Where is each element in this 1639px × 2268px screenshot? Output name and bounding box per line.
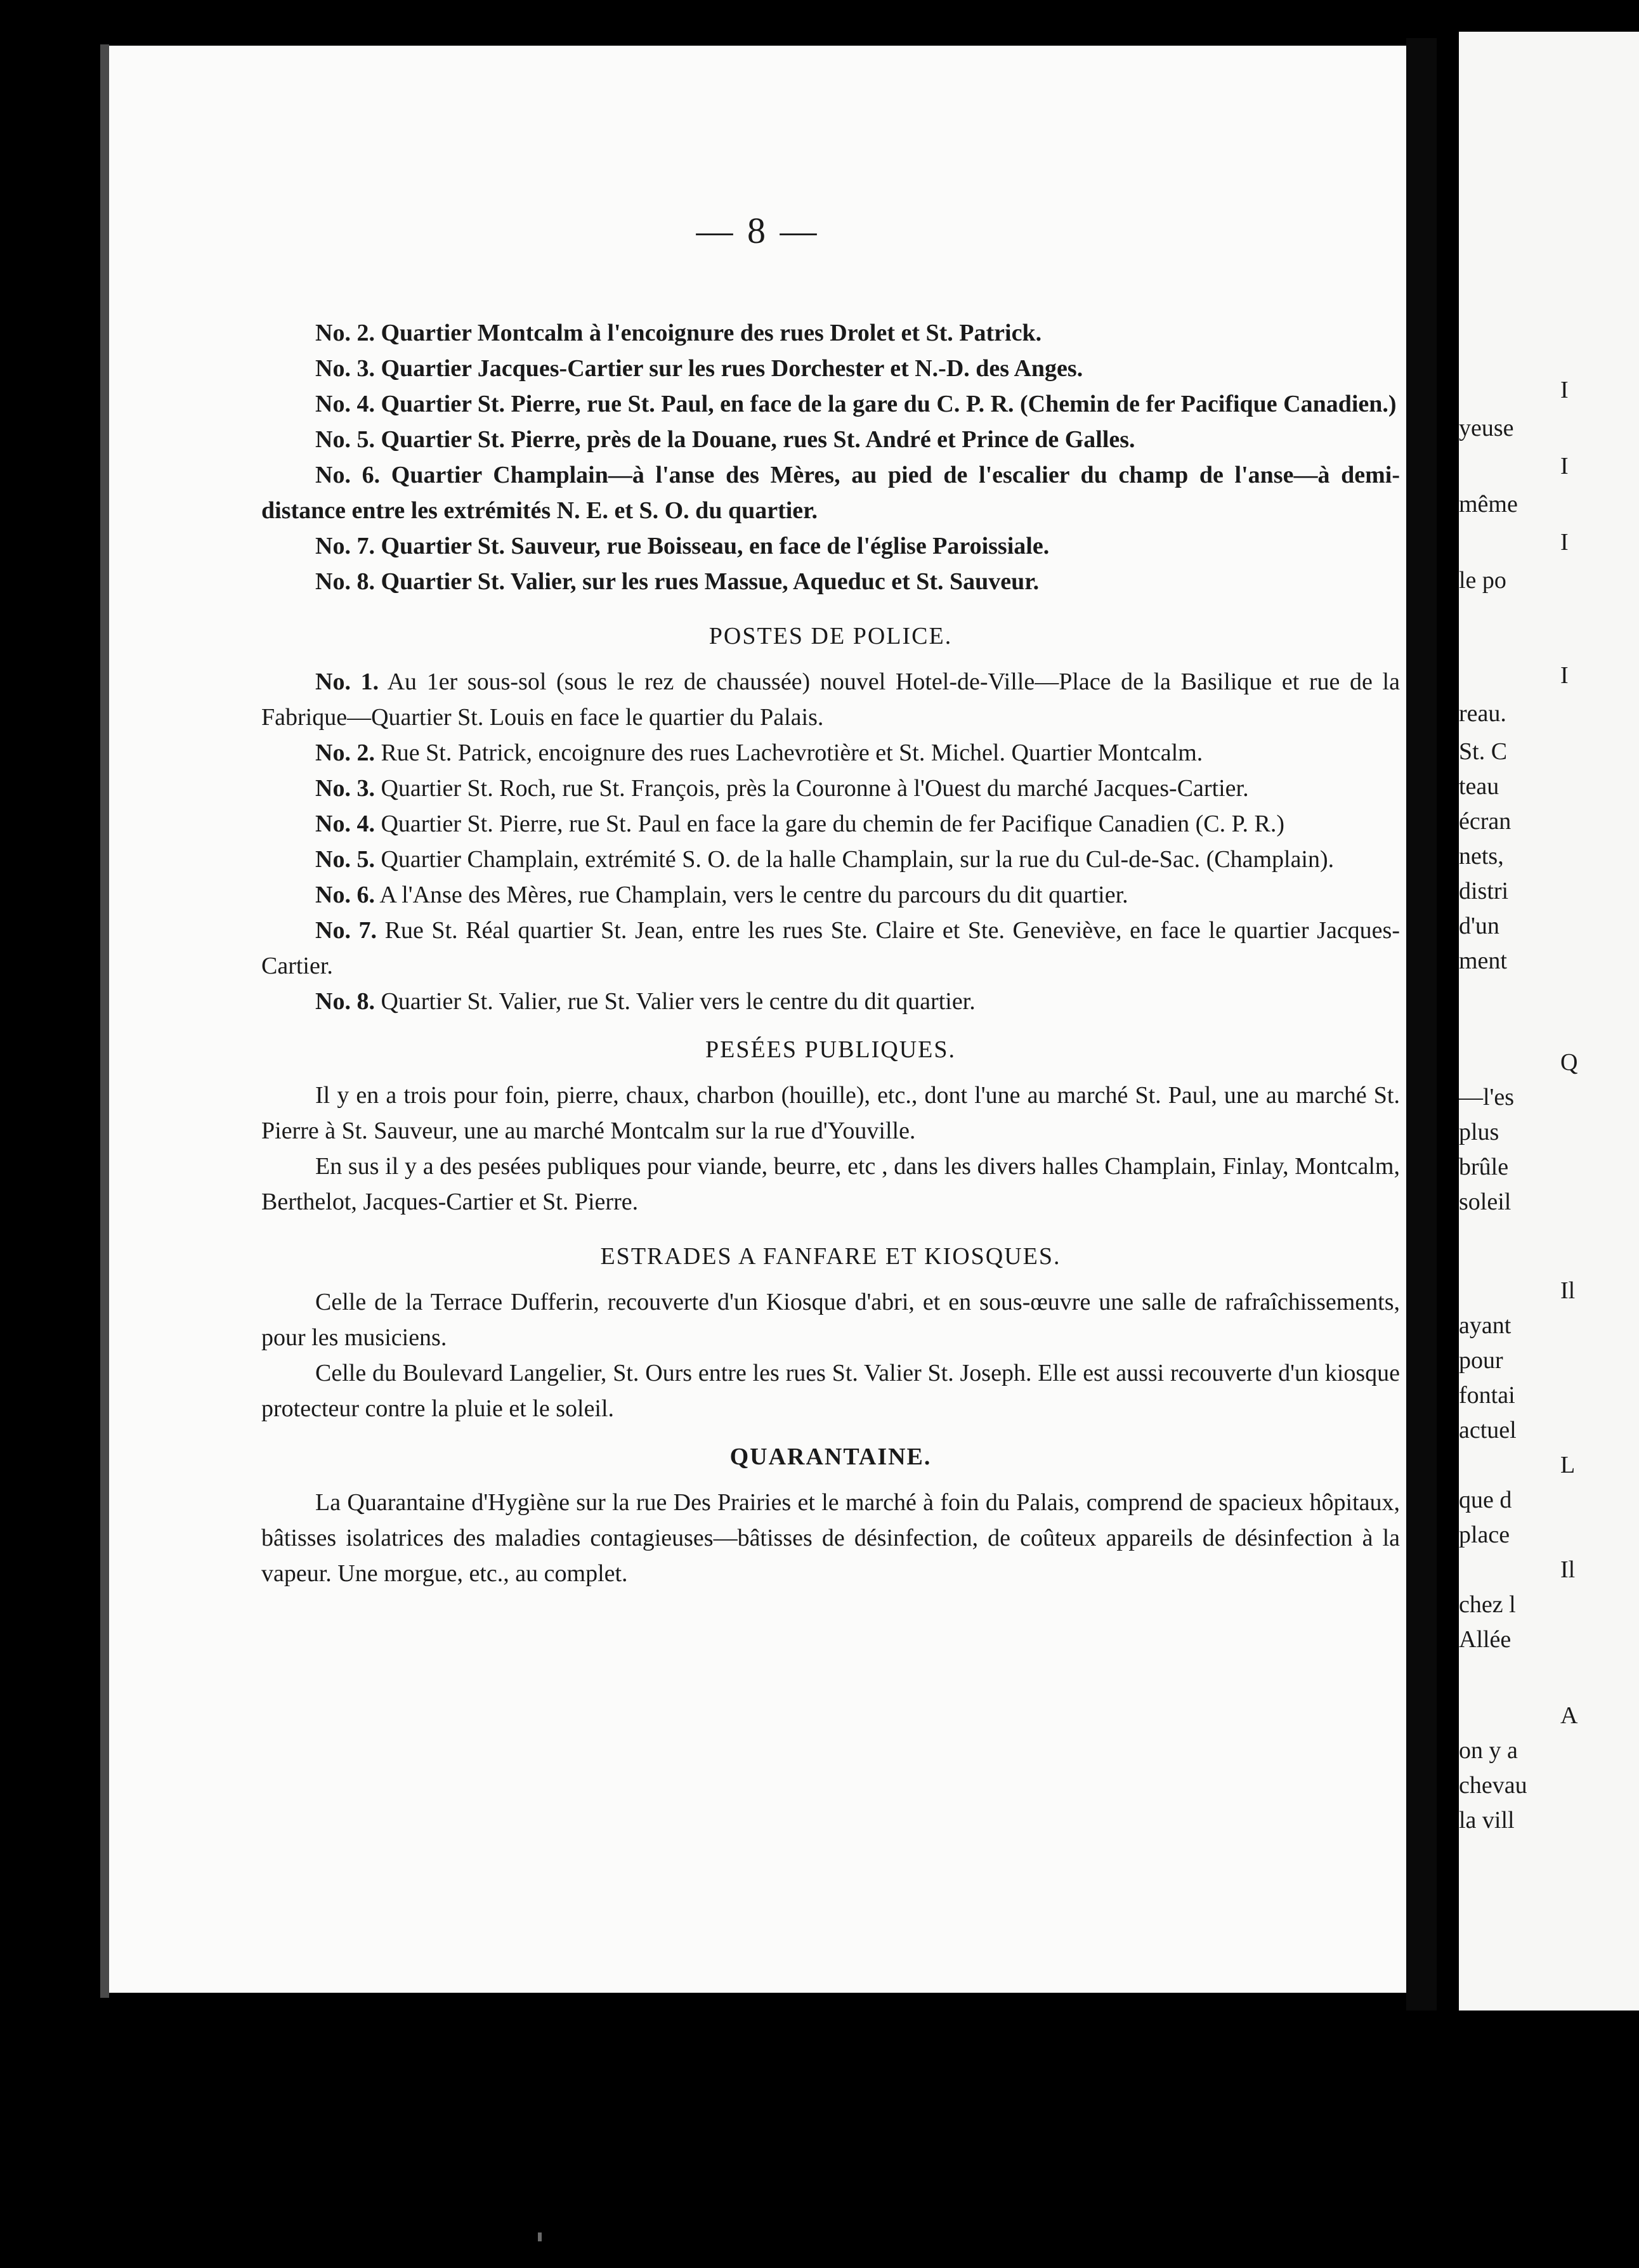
scan-artifact-mark (538, 2232, 542, 2241)
next-page-fragment: yeuse (1459, 415, 1514, 441)
entry-number: No. 2. (315, 740, 375, 766)
entry-number: No. 5. (315, 846, 375, 873)
paragraph: Celle de la Terrace Dufferin, recouverte d'un Kiosque d'abri, et en sous-œuvre une salle de rafraîchissements, pour les musiciens. (261, 1289, 1400, 1351)
paragraph: La Quarantaine d'Hygiène sur la rue Des Prairies et le marché à foin du Palais, comprend de spacieux hôpitaux, bâtisses isolatrices des maladies contagieuses—bâtisses de désinfection, de coûteux appareils de désinfection à la vapeur. Une morgue, etc., au complet. (261, 1489, 1400, 1587)
fire-alarm-list (261, 315, 1400, 599)
next-page-fragment: I (1560, 453, 1569, 479)
next-page-fragment: I (1560, 529, 1569, 556)
next-page-fragment: Il (1560, 1277, 1576, 1304)
entry-text: Quartier St. Pierre, rue St. Paul en face la gare du chemin de fer Pacifique Canadien (C. P. R.) (374, 811, 1284, 837)
entry-text: Quartier St. Valier, rue St. Valier vers le centre du dit quartier. (374, 988, 976, 1015)
heading-pesees-publiques: PESÉES PUBLIQUES. (705, 1036, 957, 1063)
next-page-fragment: même (1459, 491, 1518, 518)
heading-postes-de-police: POSTES DE POLICE. (708, 623, 953, 649)
entry-number: No. 5. (315, 426, 375, 453)
next-page-fragment: écran (1459, 808, 1512, 835)
next-page-fragment: chez l (1459, 1591, 1516, 1618)
entry-text: Quartier St. Pierre, près de la Douane, rues St. André et Prince de Galles. (374, 426, 1135, 453)
entry-number: No. 3. (315, 355, 375, 382)
next-page-fragment: ayant (1459, 1312, 1512, 1339)
paragraph: Celle du Boulevard Langelier, St. Ours entre les rues St. Valier St. Joseph. Elle est aussi recouverte d'un kiosque protecteur contre la pluie et le soleil. (261, 1360, 1400, 1422)
document-page (109, 46, 1406, 1993)
next-page-fragment: soleil (1459, 1189, 1512, 1215)
next-page-fragment: Il (1560, 1556, 1576, 1583)
numbered-entry (261, 913, 1400, 984)
next-page-fragment: A (1560, 1702, 1578, 1729)
numbered-entry (261, 351, 1400, 386)
entry-text: Au 1er sous-sol (sous le rez de chaussée) nouvel Hotel-de-Ville—Place de la Basilique et rue de la Fabrique—Quartier St. Louis en face le quartier du Palais. (261, 668, 1400, 731)
numbered-entry (261, 771, 1400, 806)
numbered-entry (261, 386, 1400, 422)
next-page-fragment: actuel (1459, 1417, 1517, 1444)
entry-text: Quartier St. Sauveur, rue Boisseau, en face de l'église Paroissiale. (374, 533, 1050, 559)
entry-number: No. 2. (315, 320, 375, 346)
entry-number: No. 3. (315, 775, 375, 802)
entry-text: A l'Anse des Mères, rue Champlain, vers le centre du parcours du dit quartier. (374, 882, 1128, 908)
next-page-fragment: St. C (1459, 738, 1508, 765)
page-gutter-shadow (1406, 38, 1437, 2011)
next-page-fragment: on y a (1459, 1737, 1518, 1764)
next-page-fragment: le po (1459, 567, 1506, 594)
next-page-fragment: Q (1560, 1049, 1578, 1076)
next-page-fragment: Allée (1459, 1626, 1512, 1653)
next-page-fragment: fontai (1459, 1382, 1515, 1409)
next-page-fragment: brûle (1459, 1154, 1509, 1180)
numbered-entry (261, 564, 1400, 599)
quarantaine-list (261, 1485, 1400, 1591)
numbered-entry (261, 877, 1400, 913)
next-page-fragment: reau. (1459, 700, 1506, 727)
next-page-fragment: I (1560, 377, 1569, 403)
entry-number: No. 4. (315, 811, 375, 837)
next-page-edge (1459, 32, 1639, 2011)
entry-text: Quartier St. Valier, sur les rues Massue, Aqueduc et St. Sauveur. (374, 568, 1040, 595)
entry-text: Quartier Montcalm à l'encoignure des rues Drolet et St. Patrick. (374, 320, 1042, 346)
entry-number: No. 4. (315, 391, 375, 417)
numbered-entry (261, 422, 1400, 457)
next-page-fragment: d'un (1459, 913, 1499, 939)
next-page-fragment: chevau (1459, 1772, 1527, 1799)
entry-text: Rue St. Réal quartier St. Jean, entre les rues Ste. Claire et Ste. Geneviève, en face le quartier Jacques-Cartier. (261, 917, 1400, 979)
entry-text: Quartier Jacques-Cartier sur les rues Dorchester et N.-D. des Anges. (374, 355, 1083, 382)
police-list (261, 664, 1400, 1019)
entry-text: Quartier St. Pierre, rue St. Paul, en face de la gare du C. P. R. (Chemin de fer Pacifique Canadien.) (374, 391, 1397, 417)
entry-text: Quartier Champlain—à l'anse des Mères, au pied de l'escalier du champ de l'anse—à demi-distance entre les extrémités N. E. et S. O. du quartier. (261, 462, 1400, 524)
heading-quarantaine: QUARANTAINE. (729, 1444, 932, 1470)
entry-number: No. 6. (315, 882, 375, 908)
next-page-fragment: place (1459, 1522, 1510, 1548)
next-page-fragment: distri (1459, 878, 1509, 904)
numbered-entry (261, 315, 1400, 351)
entry-number: No. 8. (315, 988, 375, 1015)
page-content (261, 315, 1400, 1591)
numbered-entry (261, 735, 1400, 771)
scan-frame-edge (100, 44, 109, 1998)
estrades-list (261, 1284, 1400, 1426)
entry-number: No. 8. (315, 568, 375, 595)
numbered-entry (261, 664, 1400, 735)
entry-text: Rue St. Patrick, encoignure des rues Lachevrotière et St. Michel. Quartier Montcalm. (374, 740, 1203, 766)
next-page-fragment: nets, (1459, 843, 1504, 870)
next-page-fragment: L (1560, 1452, 1576, 1478)
next-page-fragment: teau (1459, 773, 1499, 800)
entry-number: No. 7. (315, 917, 377, 944)
numbered-entry (261, 984, 1400, 1019)
next-page-fragment: I (1560, 662, 1569, 689)
entry-number: No. 6. (315, 462, 381, 488)
next-page-fragment: —l'es (1459, 1084, 1515, 1111)
entry-text: Quartier Champlain, extrémité S. O. de la halle Champlain, sur la rue du Cul-de-Sac. (Champlain). (374, 846, 1335, 873)
heading-estrades: ESTRADES A FANFARE ET KIOSQUES. (600, 1243, 1061, 1270)
numbered-entry (261, 842, 1400, 877)
pesees-list (261, 1078, 1400, 1220)
entry-number: No. 1. (315, 668, 379, 695)
paragraph: En sus il y a des pesées publiques pour viande, beurre, etc , dans les divers halles Champlain, Finlay, Montcalm, Berthelot, Jacques-Cartier et St. Pierre. (261, 1153, 1400, 1215)
entry-text: Quartier St. Roch, rue St. François, près la Couronne à l'Ouest du marché Jacques-Cartier. (374, 775, 1249, 802)
next-page-fragment: la vill (1459, 1807, 1515, 1834)
next-page-fragment: pour (1459, 1347, 1503, 1374)
next-page-fragment: que d (1459, 1487, 1512, 1513)
next-page-fragment: plus (1459, 1119, 1499, 1145)
numbered-entry (261, 806, 1400, 842)
page-number: — 8 — (696, 210, 820, 251)
next-page-fragment: ment (1459, 948, 1507, 974)
paragraph: Il y en a trois pour foin, pierre, chaux, charbon (houille), etc., dont l'une au marché St. Paul, une au marché St. Pierre à St. Sauveur, une au marché Montcalm sur la rue d'Youville. (261, 1082, 1400, 1144)
entry-number: No. 7. (315, 533, 375, 559)
numbered-entry (261, 528, 1400, 564)
numbered-entry (261, 457, 1400, 528)
